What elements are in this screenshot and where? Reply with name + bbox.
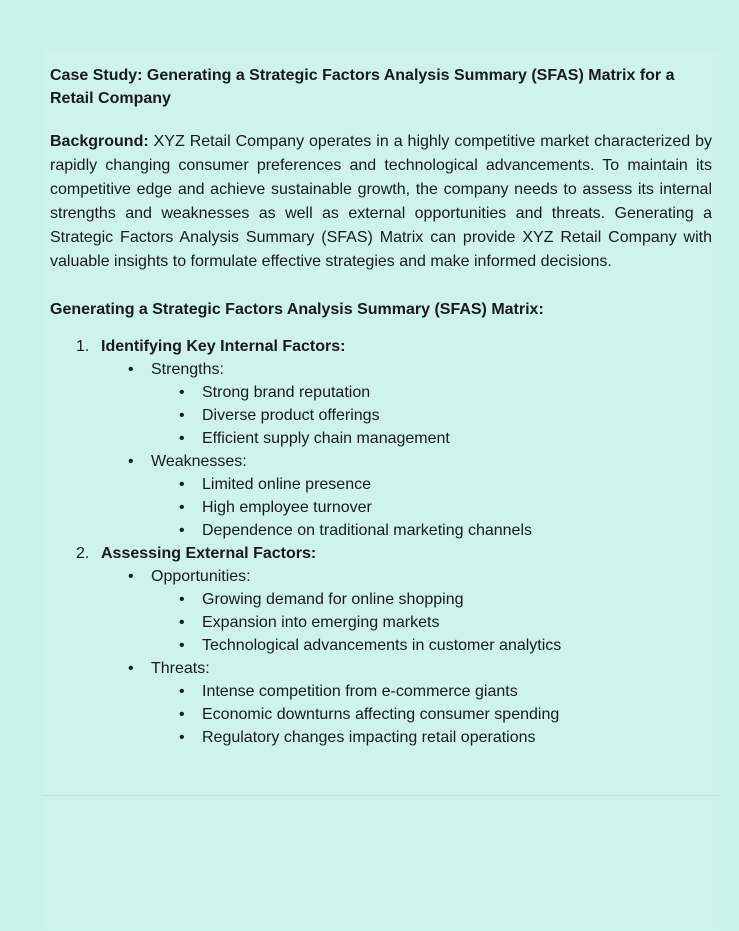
factor-text: Technological advancements in customer analytics — [202, 637, 562, 654]
step-number: 1. — [76, 338, 90, 355]
bullet-icon: • — [179, 384, 185, 401]
document-title: Case Study: Generating a Strategic Factors Analysis Summary (SFAS) Matrix for a Retail Company — [50, 67, 675, 107]
bullet-icon: • — [179, 522, 185, 539]
bullet-icon: • — [179, 476, 185, 493]
step-label: Assessing External Factors: — [101, 545, 317, 562]
bullet-icon: • — [179, 729, 185, 746]
factor-group-heading — [50, 450, 716, 473]
bullet-icon: • — [179, 683, 185, 700]
factor-text: Intense competition from e-commerce giants — [202, 683, 518, 700]
bullet-icon: • — [128, 660, 134, 677]
empty-page-area — [43, 795, 719, 931]
bullet-icon: • — [179, 614, 185, 631]
bullet-icon: • — [179, 430, 185, 447]
factor-group-heading — [50, 657, 716, 680]
step-label: Identifying Key Internal Factors: — [101, 338, 346, 355]
factor-text: Expansion into emerging markets — [202, 614, 440, 631]
step-number: 2. — [76, 545, 90, 562]
bullet-icon: • — [179, 499, 185, 516]
background-label: Background: — [50, 133, 149, 150]
factor-group-label: Threats: — [151, 660, 210, 677]
factor-item — [50, 473, 716, 496]
bullet-icon: • — [128, 568, 134, 585]
factor-item — [50, 496, 716, 519]
factor-text: Limited online presence — [202, 476, 371, 493]
bullet-icon: • — [179, 591, 185, 608]
factor-group-label: Strengths: — [151, 361, 224, 378]
factor-item — [50, 703, 716, 726]
factor-item — [50, 404, 716, 427]
bullet-icon: • — [179, 407, 185, 424]
factor-text: Strong brand reputation — [202, 384, 371, 401]
document-content — [50, 64, 716, 749]
factor-item — [50, 381, 716, 404]
bullet-icon: • — [179, 637, 185, 654]
steps-list — [50, 335, 716, 749]
factor-group-label: Weaknesses: — [151, 453, 247, 470]
bullet-icon: • — [128, 453, 134, 470]
step-heading — [50, 542, 716, 565]
factor-item — [50, 611, 716, 634]
factor-item — [50, 588, 716, 611]
factor-text: Economic downturns affecting consumer spending — [202, 706, 560, 723]
background-paragraph — [50, 130, 716, 274]
factor-text: Diverse product offerings — [202, 407, 380, 424]
factor-item — [50, 634, 716, 657]
step-heading — [50, 335, 716, 358]
factor-item — [50, 726, 716, 749]
factor-item — [50, 680, 716, 703]
factor-item — [50, 427, 716, 450]
factor-text: High employee turnover — [202, 499, 372, 516]
factor-group-heading — [50, 358, 716, 381]
factor-item — [50, 519, 716, 542]
section-heading: Generating a Strategic Factors Analysis Summary (SFAS) Matrix: — [50, 301, 544, 318]
bullet-icon: • — [179, 706, 185, 723]
factor-text: Efficient supply chain management — [202, 430, 450, 447]
step-item — [50, 335, 716, 542]
step-item — [50, 542, 716, 749]
factor-text: Growing demand for online shopping — [202, 591, 464, 608]
background-text: XYZ Retail Company operates in a highly competitive market characterized by rapidly changing consumer preferences and technological advancements. To maintain its competitive edge and achieve sustainable growth, the company needs to assess its internal strengths and weaknesses as well as external opportunities and threats. Generating a Strategic Factors Analysis Summary (SFAS) Matrix can provide XYZ Retail Company with valuable insights to formulate effective strategies and make informed decisions. — [50, 133, 712, 270]
factor-text: Regulatory changes impacting retail operations — [202, 729, 536, 746]
factor-text: Dependence on traditional marketing channels — [202, 522, 532, 539]
factor-group-heading — [50, 565, 716, 588]
factor-group-label: Opportunities: — [151, 568, 251, 585]
bullet-icon: • — [128, 361, 134, 378]
